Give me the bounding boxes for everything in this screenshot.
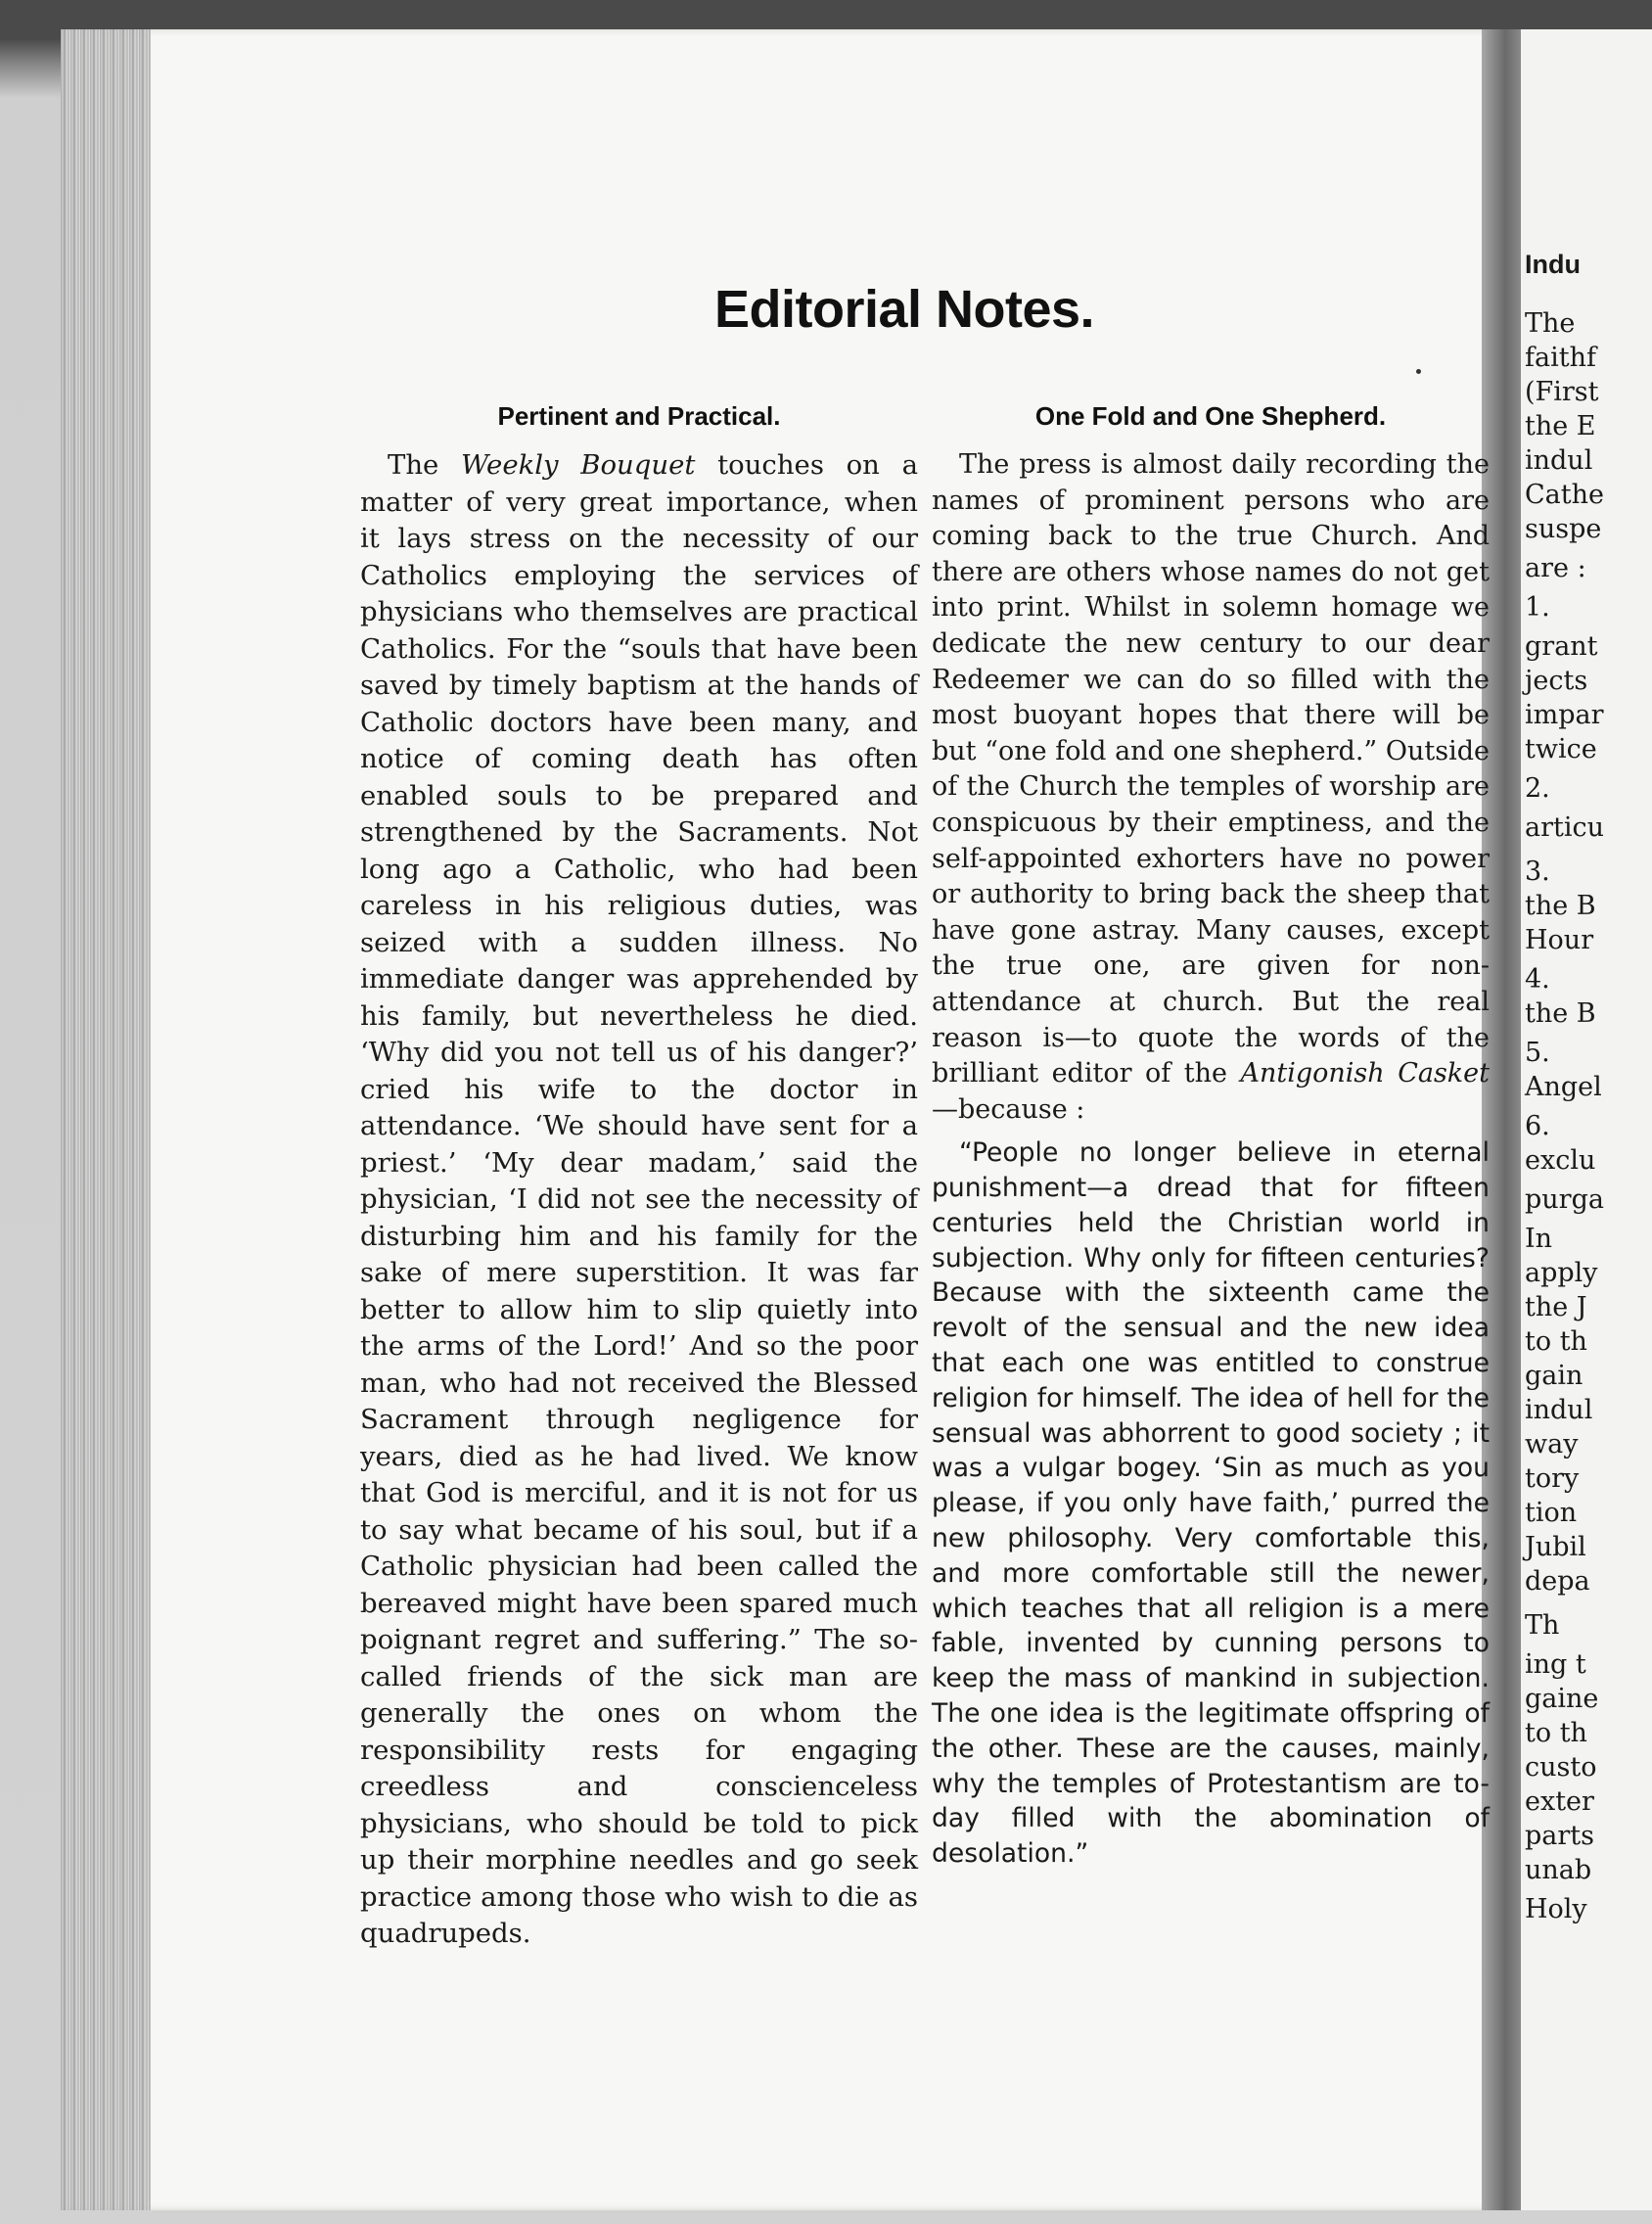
facing-page-text-fragment: jects — [1525, 666, 1588, 696]
paragraph-rest: —because : — [932, 1093, 1085, 1125]
facing-page-text-fragment: tion — [1525, 1498, 1578, 1528]
facing-page-text-fragment: to th — [1525, 1718, 1587, 1748]
paragraph-rest: touches on a matter of very great importance, when it lays stress on the necessity of our Catholics employing the services of physicians who themselves are practical Catholics. For the “souls that have been saved by timely baptism at the hands of Catholic doctors have been many, and notice of coming death has often enabled souls to be prepared and strengthened by the Sacraments. Not long ago a Catholic, who had been careless in his religious duties, was seized with a sudden illness. No immediate danger was apprehended by his family, but nevertheless he died. ‘Why did you not tell us of his danger?’ cried his wife to the doctor in attendance. ‘We should have sent for a priest.’ ‘My dear madam,’ said the physician, ‘I did not see the necessity of disturbing him and his family for the sake of mere superstition. It was far better to allow him to slip quietly into the arms of the Lord!’ And so the poor man, who had not received the Blessed Sacrament through negligence for years, died as he had lived. We know that God is merciful, and it is not for us to say what became of his soul, but if a Catholic physician had been called the bereaved might have been spared much poignant regret and suffering.” The so-called friends of the sick man are generally the ones on whom the responsibility rests for engaging creedless and conscienceless physicians, who should be told to pick up their morphine needles and go seek practice among those who wish to die as quadrupeds. — [360, 449, 918, 1949]
facing-page-text-fragment: exclu — [1525, 1145, 1596, 1176]
facing-page-text-fragment: parts — [1525, 1821, 1594, 1851]
facing-page-text-fragment: 4. — [1525, 964, 1550, 995]
facing-page-text-fragment: exter — [1525, 1786, 1594, 1817]
facing-page-text-fragment: 5. — [1525, 1038, 1550, 1068]
facing-page-text-fragment: suspe — [1525, 514, 1602, 544]
facing-page-text-fragment: the B — [1525, 891, 1596, 921]
facing-page-text-fragment: indul — [1525, 445, 1593, 476]
facing-page-text-fragment: gain — [1525, 1361, 1583, 1391]
paragraph-start: The — [388, 449, 462, 481]
facing-page-text-fragment: apply — [1525, 1258, 1598, 1288]
facing-page-text-fragment: depa — [1525, 1566, 1590, 1597]
facing-page-text-fragment: Cathe — [1525, 480, 1604, 510]
facing-page-text-fragment: Jubil — [1525, 1532, 1586, 1562]
article-paragraph — [932, 447, 1490, 1128]
block-quote: “People no longer believe in eternal punishment—a dread that for fifteen centuries held the Christian world in subjection. Why only for fifteen centuries? Because with the sixteenth came the revolt of the sensual and the new idea that each one was entitled to construe religion for himself. The idea of hell for the sensual was abhorrent to good society ; it was a vulgar bogey. ‘Sin as much as you please, if you only have faith,’ purred the new philosophy. Very comfortable this, and more comfortable still the newer, which teaches that all religion is a mere fable, invented by cunning persons to keep the mass of mankind in subjection. The one idea is the legitimate offspring of the other. These are the causes, mainly, why the temples of Protestantism are to-day filled with the abomination of desolation.” — [932, 1137, 1490, 1870]
facing-page-text-fragment: In — [1525, 1224, 1553, 1254]
facing-page-text-fragment: Th — [1525, 1610, 1560, 1641]
page-title: Editorial Notes. — [714, 280, 1095, 339]
facing-page-text-fragment: articu — [1525, 812, 1604, 843]
article-paragraph — [360, 447, 918, 1953]
facing-page-text-fragment: custo — [1525, 1752, 1597, 1783]
facing-page-text-fragment: 2. — [1525, 773, 1550, 804]
facing-page-text-fragment: grant — [1525, 631, 1598, 662]
article-one-fold-and-one-shepherd — [932, 401, 1490, 1872]
facing-page-text-fragment: 1. — [1525, 592, 1550, 623]
facing-page-text-fragment: purga — [1525, 1184, 1604, 1215]
facing-page-text-fragment: twice — [1525, 734, 1597, 764]
facing-page-text-fragment: are : — [1525, 553, 1586, 583]
facing-page-text-fragment: Angel — [1525, 1072, 1602, 1102]
publication-title: Antigonish Casket — [1240, 1058, 1490, 1089]
publication-title: Weekly Bouquet — [461, 449, 696, 481]
facing-page-text-fragment: way — [1525, 1429, 1579, 1460]
facing-page-text-fragment: indul — [1525, 1395, 1593, 1425]
facing-page-text-fragment: tory — [1525, 1463, 1580, 1494]
article-pertinent-and-practical — [360, 401, 918, 1953]
ink-speck — [1416, 369, 1421, 374]
facing-page-text-fragment: unab — [1525, 1855, 1592, 1885]
facing-page — [1521, 29, 1652, 2210]
facing-page-text-fragment: Holy — [1525, 1894, 1587, 1924]
facing-page-text-fragment: the E — [1525, 411, 1596, 441]
facing-page-text-fragment: impar — [1525, 700, 1604, 730]
facing-page-text-fragment: Hour — [1525, 925, 1594, 955]
article-heading: One Fold and One Shepherd. — [1034, 401, 1387, 431]
facing-page-text-fragment: to th — [1525, 1326, 1587, 1357]
facing-page-heading-fragment: Indu — [1525, 250, 1581, 279]
paragraph-start: The press is almost daily recording the names of prominent persons who are coming back to the true Church. And there are others whose names do not get into print. Whilst in solemn homage we dedicate the new century to our dear Redeemer we can do so filled with the most buoyant hopes that there will be but “one fold and one shepherd.” Outside of the Church the temples of worship are conspicuous by their emptiness, and the self-appointed exhorters have no power or authority to bring back the sheep that have gone astray. Many causes, except the true one, are given for non-attendance at church. But the real reason is—to quote the words of the brilliant editor of the — [932, 449, 1490, 1089]
facing-page-text-fragment: 3. — [1525, 857, 1550, 887]
facing-page-text-fragment: 6. — [1525, 1111, 1550, 1141]
page-edge-stack — [61, 29, 151, 2210]
facing-page-text-fragment: gaine — [1525, 1684, 1599, 1714]
article-heading: Pertinent and Practical. — [497, 401, 781, 431]
facing-page-text-fragment: The — [1525, 308, 1576, 339]
facing-page-text-fragment: (First — [1525, 377, 1599, 407]
facing-page-text-fragment: faithf — [1525, 343, 1596, 373]
facing-page-text-fragment: the B — [1525, 998, 1596, 1029]
facing-page-text-fragment: the J — [1525, 1292, 1587, 1322]
facing-page-text-fragment: ing t — [1525, 1649, 1586, 1680]
